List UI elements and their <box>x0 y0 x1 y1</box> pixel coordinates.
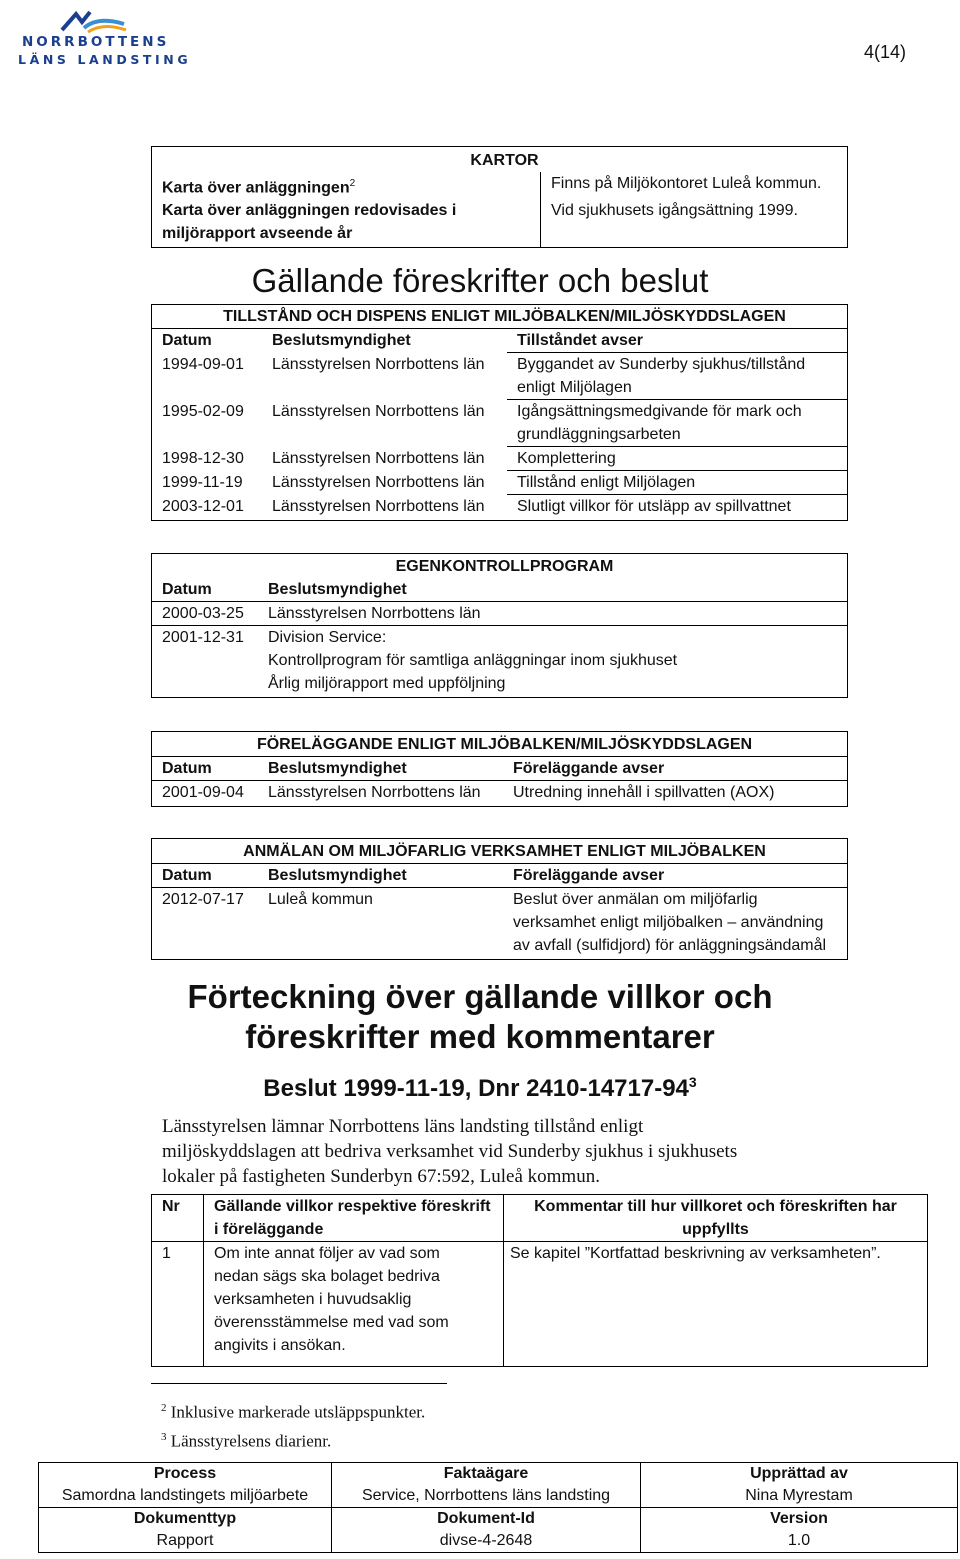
cell-myndighet: Länsstyrelsen Norrbottens län <box>272 449 485 467</box>
cell-villkor: Om inte annat följer av vad som nedan sägs ska bolaget bedriva verksamheten i huvudsaklig överensstämmelse med vad som angivits i ansökan. <box>204 1242 504 1367</box>
forelaggande-table <box>151 731 848 807</box>
cell-datum: 1995-02-09 <box>162 402 244 420</box>
egenkontroll-line-2: Kontrollprogram för samtliga anläggningar inom sjukhuset <box>268 652 678 669</box>
section-title-forteckning-2: föreskrifter med kommentarer <box>245 1018 715 1055</box>
egenkontroll-heading: EGENKONTROLLPROGRAM <box>395 558 614 575</box>
cell-avser: Utredning innehåll i spillvatten (AOX) <box>513 784 775 801</box>
footnote-divider <box>151 1383 447 1384</box>
page-number: 4(14) <box>864 42 907 62</box>
cell-myndighet: Länsstyrelsen Norrbottens län <box>268 784 481 801</box>
cell-avser: Slutligt villkor för utsläpp av spillvattnet <box>517 498 791 515</box>
col-header-forelaggande: Föreläggande avser <box>503 864 848 888</box>
col-header-villkor: Gällande villkor respektive föreskrift i föreläggande <box>204 1195 504 1242</box>
kartor-heading: KARTOR <box>470 152 539 169</box>
section-title-forteckning-1: Förteckning över gällande villkor och <box>187 978 773 1015</box>
kartor-table <box>151 146 848 248</box>
cell-avser: Beslut över anmälan om miljöfarlig verksamhet enligt miljöbalken – användning av avfall (sulfidjord) för anläggningsändamål <box>513 891 827 954</box>
cell-datum: 1994-09-01 <box>162 355 244 373</box>
col-header-beslutsmyndighet: Beslutsmyndighet <box>258 757 503 781</box>
footer-table <box>38 1462 958 1553</box>
footer-faktaagare: Faktaägare Service, Norrbottens läns landsting <box>332 1463 641 1508</box>
beslut-text <box>162 1114 737 1189</box>
col-header-beslutsmyndighet: Beslutsmyndighet <box>272 332 411 349</box>
table-row <box>152 400 848 447</box>
footnote: $^2$ Inklusive markerade utsläppspunkter. <box>161 1402 426 1422</box>
table-row <box>152 1242 928 1367</box>
col-header-beslutsmyndighet: Beslutsmyndighet <box>258 578 848 602</box>
cell-kommentar: Se kapitel ”Kortfattad beskrivning av verksamheten”. <box>510 1245 881 1262</box>
beslut-text-line: Länsstyrelsen lämnar Norrbottens läns landsting tillstånd enligt <box>162 1116 644 1137</box>
cell-myndighet: Luleå kommun <box>268 891 373 908</box>
table-row <box>152 353 848 400</box>
table-row <box>152 626 848 698</box>
footer-dokumentid: Dokument-Id divse-4-2648 <box>332 1508 641 1553</box>
cell-datum: 2001-09-04 <box>162 784 244 801</box>
cell-myndighet: Länsstyrelsen Norrbottens län <box>272 473 485 491</box>
table-row <box>152 495 848 521</box>
table-row <box>152 602 848 626</box>
cell-myndighet <box>258 626 848 698</box>
table-row <box>152 888 848 960</box>
table-row <box>152 471 848 495</box>
cell-myndighet: Länsstyrelsen Norrbottens län <box>272 497 485 515</box>
forelaggande-heading: FÖRELÄGGANDE ENLIGT MILJÖBALKEN/MILJÖSKYDDSLAGEN <box>152 732 848 757</box>
tillstand-heading: TILLSTÅND OCH DISPENS ENLIGT MILJÖBALKEN/MILJÖSKYDDSLAGEN <box>152 305 848 329</box>
footer-process: Process Samordna landstingets miljöarbete <box>39 1463 332 1508</box>
col-header-tillstandet: Tillståndet avser <box>507 329 848 353</box>
villkor-table <box>151 1194 928 1367</box>
section-title-gallande: Gällande föreskrifter och beslut <box>251 262 709 299</box>
tillstand-table <box>151 304 848 521</box>
egenkontroll-table <box>151 553 848 698</box>
table-row <box>152 781 848 807</box>
kartor-value-1: Finns på Miljökontoret Luleå kommun. <box>551 175 822 192</box>
col-header-forelaggande: Föreläggande avser <box>503 757 848 781</box>
footer-dokumenttyp: Dokumenttyp Rapport <box>39 1508 332 1553</box>
anmalan-table <box>151 838 848 960</box>
cell-myndighet: Länsstyrelsen Norrbottens län <box>272 402 485 420</box>
footer-version: Version 1.0 <box>641 1508 958 1553</box>
footer-upprattad: Upprättad av Nina Myrestam <box>641 1463 958 1508</box>
egenkontroll-line-3: Årlig miljörapport med uppföljning <box>268 675 506 692</box>
cell-datum: 1998-12-30 <box>162 449 244 467</box>
cell-myndighet: Länsstyrelsen Norrbottens län <box>272 355 485 373</box>
logo-text-line1: NORRBOTTENS <box>22 34 170 50</box>
anmalan-heading: ANMÄLAN OM MILJÖFARLIG VERKSAMHET ENLIGT MILJÖBALKEN <box>152 839 848 864</box>
logo <box>18 8 192 70</box>
cell-datum: 2012-07-17 <box>162 891 244 908</box>
col-header-datum: Datum <box>162 332 212 349</box>
cell-datum: 2003-12-01 <box>162 497 244 515</box>
egenkontroll-line-1: Division Service: <box>268 629 387 646</box>
col-header-kommentar: Kommentar till hur villkoret och föreskriften har uppfyllts <box>504 1195 928 1242</box>
cell-nr: 1 <box>152 1242 204 1367</box>
footnotes <box>161 1396 425 1453</box>
col-header-nr: Nr <box>152 1195 204 1242</box>
table-row <box>152 447 848 471</box>
col-header-datum: Datum <box>152 578 259 602</box>
cell-datum: 2001-12-31 <box>162 629 244 646</box>
cell-myndighet: Länsstyrelsen Norrbottens län <box>258 602 848 626</box>
table-row <box>152 172 848 199</box>
cell-avser: Igångsättningsmedgivande för mark och grundläggningsarbeten <box>507 400 848 447</box>
kartor-value-2: Vid sjukhusets igångsättning 1999. <box>551 202 798 220</box>
col-header-datum: Datum <box>152 864 259 888</box>
cell-avser: Byggandet av Sunderby sjukhus/tillstånd enligt Miljölagen <box>507 353 848 400</box>
beslut-heading: Beslut 1999-11-19, Dnr $2410-14717-94^3$ <box>263 1074 697 1102</box>
logo-wave-icon <box>58 8 128 34</box>
table-row <box>152 199 848 248</box>
col-header-beslutsmyndighet: Beslutsmyndighet <box>258 864 503 888</box>
cell-avser: Tillstånd enligt Miljölagen <box>507 471 848 495</box>
cell-avser: Komplettering <box>507 447 848 471</box>
logo-text-line2: LÄNS LANDSTING <box>18 52 192 67</box>
cell-datum: 1999-11-19 <box>162 473 243 491</box>
kartor-label-2: Karta över anläggningen redovisades i miljörapport avseende år <box>152 199 541 248</box>
footnote: $^3$ Länsstyrelsens diarienr. <box>161 1430 332 1451</box>
beslut-text-line: miljöskyddslagen att bedriva verksamhet vid Sunderby sjukhus i sjukhusets <box>162 1141 738 1162</box>
col-header-datum: Datum <box>152 757 259 781</box>
beslut-text-line: lokaler på fastigheten Sunderbyn 67:592, Luleå kommun. <box>162 1166 600 1187</box>
cell-datum: 2000-03-25 <box>152 602 259 626</box>
kartor-label-1: Karta över anläggningen$^2$ <box>152 172 541 199</box>
